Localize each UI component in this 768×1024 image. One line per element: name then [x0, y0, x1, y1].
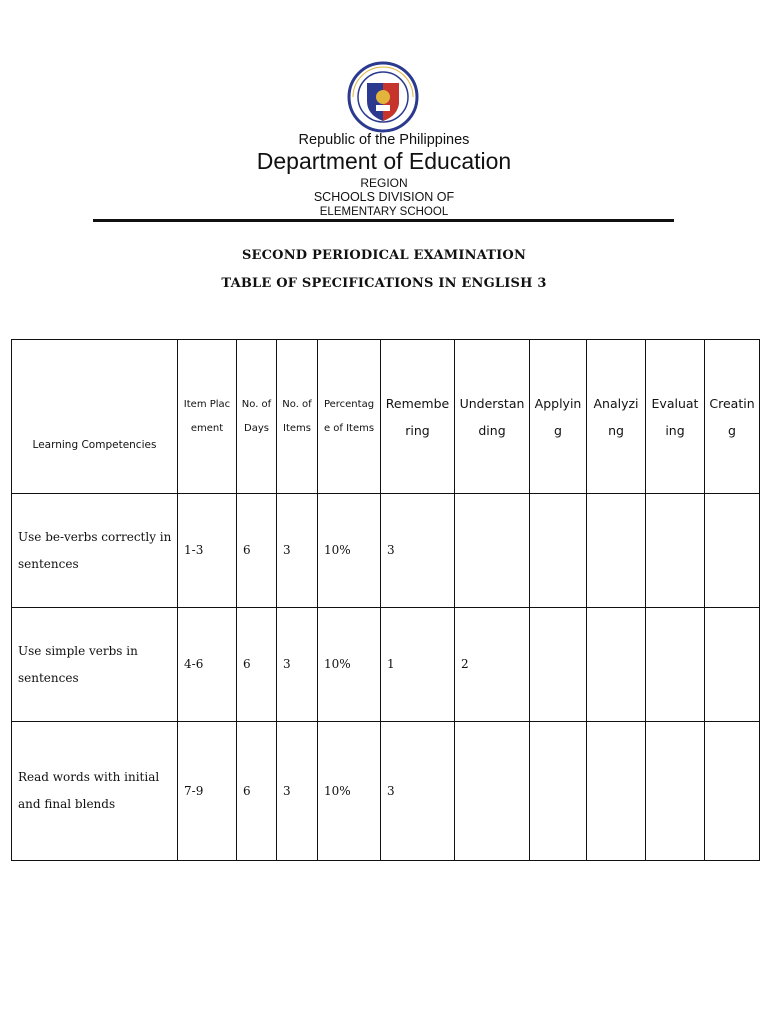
items-cell: 3: [277, 494, 318, 608]
analyzing-cell: [587, 722, 646, 861]
evaluating-cell: [646, 722, 705, 861]
competency-cell: Use be-verbs correctly in sentences: [12, 494, 178, 608]
percentage-cell: 10%: [318, 608, 381, 722]
understanding-cell: [455, 494, 530, 608]
remembering-cell: 3: [381, 494, 455, 608]
table-row: [12, 608, 760, 722]
creating-cell: [705, 608, 760, 722]
percentage-cell: 10%: [318, 722, 381, 861]
item-placement-cell: 7-9: [178, 722, 237, 861]
col-item-placement: Item Placement: [178, 340, 237, 494]
creating-cell: [705, 494, 760, 608]
col-learning-competencies: Learning Competencies: [12, 340, 178, 494]
specifications-table: [11, 339, 760, 861]
col-no-of-days: No. of Days: [237, 340, 277, 494]
days-cell: 6: [237, 722, 277, 861]
remembering-cell: 1: [381, 608, 455, 722]
col-creating: Creating: [705, 340, 760, 494]
col-no-of-items: No. of Items: [277, 340, 318, 494]
items-cell: 3: [277, 608, 318, 722]
department-name: Department of Education: [256, 148, 512, 174]
remembering-cell: 3: [381, 722, 455, 861]
col-applying: Applying: [530, 340, 587, 494]
applying-cell: [530, 722, 587, 861]
table-header-row: [12, 340, 760, 494]
header-divider: [93, 219, 674, 222]
deped-seal-logo: [343, 61, 423, 133]
applying-cell: [530, 494, 587, 608]
evaluating-cell: [646, 494, 705, 608]
evaluating-cell: [646, 608, 705, 722]
competency-cell: Read words with initial and final blends: [12, 722, 178, 861]
table-row: [12, 722, 760, 861]
item-placement-cell: 1-3: [178, 494, 237, 608]
col-analyzing: Analyzing: [587, 340, 646, 494]
col-percentage-of-items: Percentage of Items: [318, 340, 381, 494]
creating-cell: [705, 722, 760, 861]
exam-title: SECOND PERIODICAL EXAMINATION: [241, 248, 527, 263]
competency-cell: Use simple verbs in sentences: [12, 608, 178, 722]
table-row: [12, 494, 760, 608]
col-remembering: Remembering: [381, 340, 455, 494]
days-cell: 6: [237, 608, 277, 722]
item-placement-cell: 4-6: [178, 608, 237, 722]
understanding-cell: [455, 722, 530, 861]
school-line: ELEMENTARY SCHOOL: [319, 206, 449, 218]
col-evaluating: Evaluating: [646, 340, 705, 494]
applying-cell: [530, 608, 587, 722]
understanding-cell: 2: [455, 608, 530, 722]
division-line: SCHOOLS DIVISION OF: [313, 190, 455, 204]
col-understanding: Understanding: [455, 340, 530, 494]
days-cell: 6: [237, 494, 277, 608]
region-line: REGION: [360, 176, 408, 190]
republic-line: Republic of the Philippines: [298, 132, 470, 148]
analyzing-cell: [587, 494, 646, 608]
tos-title: TABLE OF SPECIFICATIONS IN ENGLISH 3: [221, 276, 547, 291]
items-cell: 3: [277, 722, 318, 861]
analyzing-cell: [587, 608, 646, 722]
percentage-cell: 10%: [318, 494, 381, 608]
